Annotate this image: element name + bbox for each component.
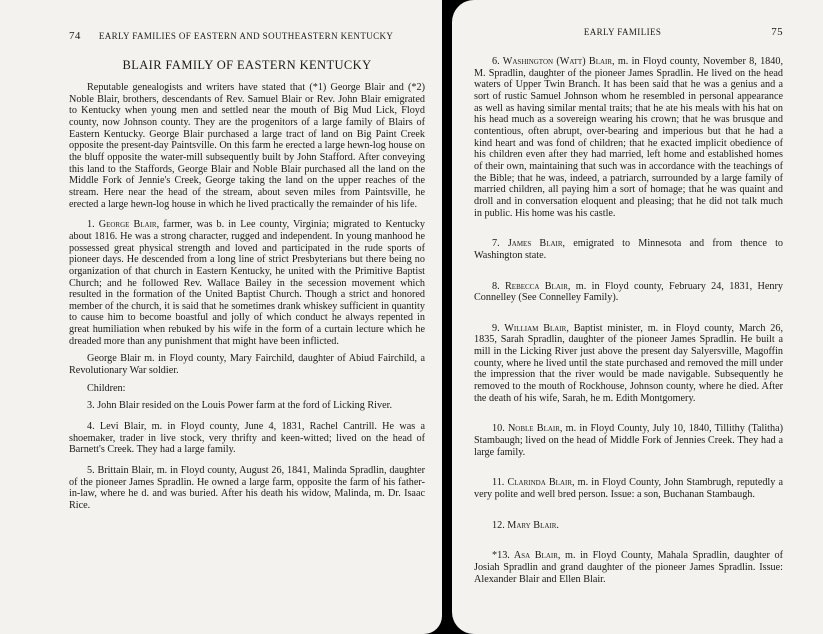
entry-13-name: *13. Asa Blair,: [492, 550, 561, 562]
left-page-number: 74: [69, 30, 81, 42]
entry-10-text: m. in Floyd County, July 10, 1840, Tillithy (Talitha) Stambaugh; lived on the head of Middle Fork of Jennies Creek. They had a large family.: [474, 423, 784, 458]
entry-1-text: farmer, was b. in Lee county, Virginia; migrated to Kentucky about 1816. He was a strong character, rugged and independent. In young manhood he possessed great physical strength and loved and participated in the rude sports of pioneer days. He descended from a long line of strict Presbyterians but there being no organization of that church in Eastern Kentucky, he united with the Primitive Baptist Church; and he followed Rev. Wallace Bailey in the secession movement which resulted in the formation of the United Baptist Church. Though a strict and honored member of the church, it is said that he sometimes drank whiskey sufficient in quantity to cause him to become boastful and jolly of which conduct he always repented in great humiliation when rebuked by his wife in the form of a curtain lecture which he dreaded more than any punishment that might have been inflicted.: [69, 219, 425, 347]
children-label: Children:: [87, 382, 126, 394]
book-gutter: [442, 0, 452, 634]
chapter-title: BLAIR FAMILY OF EASTERN KENTUCKY: [122, 58, 372, 72]
entry-9-name: 9. William Blair,: [492, 322, 569, 334]
entry-1-name: 1. George Blair,: [87, 219, 160, 231]
entry-8: [474, 281, 783, 304]
entry-3: 3. John Blair resided on the Louis Power farm at the ford of Licking River.: [87, 400, 392, 412]
entry-6-name: 6. Washington (Watt) Blair,: [492, 56, 615, 67]
entry-10-name: 10. Noble Blair,: [492, 423, 563, 435]
entry-7: [474, 238, 783, 261]
entry-7-text: emigrated to Minnesota and from thence to Washington state.: [474, 238, 783, 261]
entry-9-text: Baptist minister, m. in Floyd county, March 26, 1835, Sarah Spradlin, daughter of the pioneer James Spradlin. He built a mill in the Licking River just above the present day Salyersville, Magoffin county, where he lived until the state purchased and removed the mill under the impression that the river would be made navigable. Subsequently he removed to the mouth of Rockhouse, Johnson county, where he died. After the death of his wife, Sarah, he m. Edith Montgomery.: [474, 322, 783, 404]
entry-6: [474, 56, 783, 219]
left-running-head: [69, 30, 425, 42]
right-running-head: [474, 26, 783, 38]
right-page: [452, 0, 823, 634]
entry-5: 5. Brittain Blair, m. in Floyd county, August 26, 1841, Malinda Spradlin, daughter of the pioneer James Spradlin. He owned a large farm, opposite the farm of his father-in-law, where he d. and was buried. After his death his widow, Malinda, m. Dr. Isaac Rice.: [69, 465, 425, 511]
right-running-title: EARLY FAMILIES: [583, 27, 662, 37]
entry-7-name: 7. James Blair,: [492, 238, 566, 250]
entry-1: [69, 219, 425, 347]
entry-12-name: 12. Mary Blair.: [492, 519, 559, 531]
intro-paragraph: Reputable genealogists and writers have stated that (*1) George Blair and (*2) Noble Blair, brothers, descendants of Rev. Samuel Blair or Rev. John Blair emigrated to Kentucky when young men and settled near the mouth of Big Mud Lick, Floyd county, now Johnson county. They are the progenitors of a large family of Blairs of Eastern Kentucky. George Blair purchased a large tract of land on Big Paint Creek opposite the present-day Paintsville. On this farm he erected a large hewn-log house on the bluff opposite the water-mill subsequently built by John Stafford. After conveying this land to the Staffords, George Blair and Noble Blair purchased all the land on the Middle Fork of Jennie's Creek, George taking the land on the upper reaches of the stream. Here near the head of the stream, about seven miles from Paintsville, he erected a large hewn-log house in which he lived practically the remainder of his life.: [69, 82, 425, 210]
left-running-title: EARLY FAMILIES OF EASTERN AND SOUTHEASTERN KENTUCKY: [98, 31, 394, 41]
entry-10: [474, 423, 783, 458]
entry-8-text: m. in Floyd county, February 24, 1831, Henry Connelley (See Connelley Family).: [474, 280, 783, 304]
entry-12: [474, 520, 783, 532]
marriage-paragraph: George Blair m. in Floyd county, Mary Fairchild, daughter of Abiud Fairchild, a Revolutionary War soldier.: [69, 353, 425, 377]
entry-6-text: m. in Floyd county, November 8, 1840, M. Spradlin, daughter of the pioneer James Spradlin. He lived on the head waters of Upper Twin Branch. It has been said that he was a genius and a sort of rustic Samuel Johnson whom he resembled in personal appearance as well as having similar mental traits; that he ate his meals with his hat on his head much as a sovereign wearing his crown; that he was brusque and contentious, often abrupt, over-bearing and imperious but that he had a kind heart and was fond of children; that he exacted implicit obedience of his children even after they had married, left home and established homes of their own, maintaining that such was in accordance with the teachings of the Bible; that he was, indeed, a patriarch, surrounded by a large family of married children, all paying him a sort of homage; that he was quaint and droll and in conversation eloquent and pleasing; that he did not talk much in public. His home was his castle.: [474, 56, 783, 219]
entry-8-name: 8. Rebecca Blair,: [492, 280, 571, 292]
right-page-number: 75: [771, 26, 783, 38]
entry-11-text: m. in Floyd County, John Stambrugh, reputedly a very polite and well bred person. Issue: a son, Buchanan Stambaugh.: [474, 477, 783, 501]
entry-9: [474, 323, 783, 405]
entry-13: [474, 550, 783, 585]
entry-4: 4. Levi Blair, m. in Floyd county, June 4, 1831, Rachel Cantrill. He was a shoemaker, trader in live stock, very thrifty and keen-witted; lived on the head of Barnett's Creek. They had a large family.: [69, 421, 425, 456]
entry-11: [474, 477, 783, 500]
entry-13-text: m. in Floyd County, Mahala Spradlin, daughter of Josiah Spradlin and grand daughter of the pioneer James Spradlin. Issue: Alexander Blair and Ellen Blair.: [474, 550, 783, 585]
entry-11-name: 11. Clarinda Blair,: [492, 477, 575, 489]
